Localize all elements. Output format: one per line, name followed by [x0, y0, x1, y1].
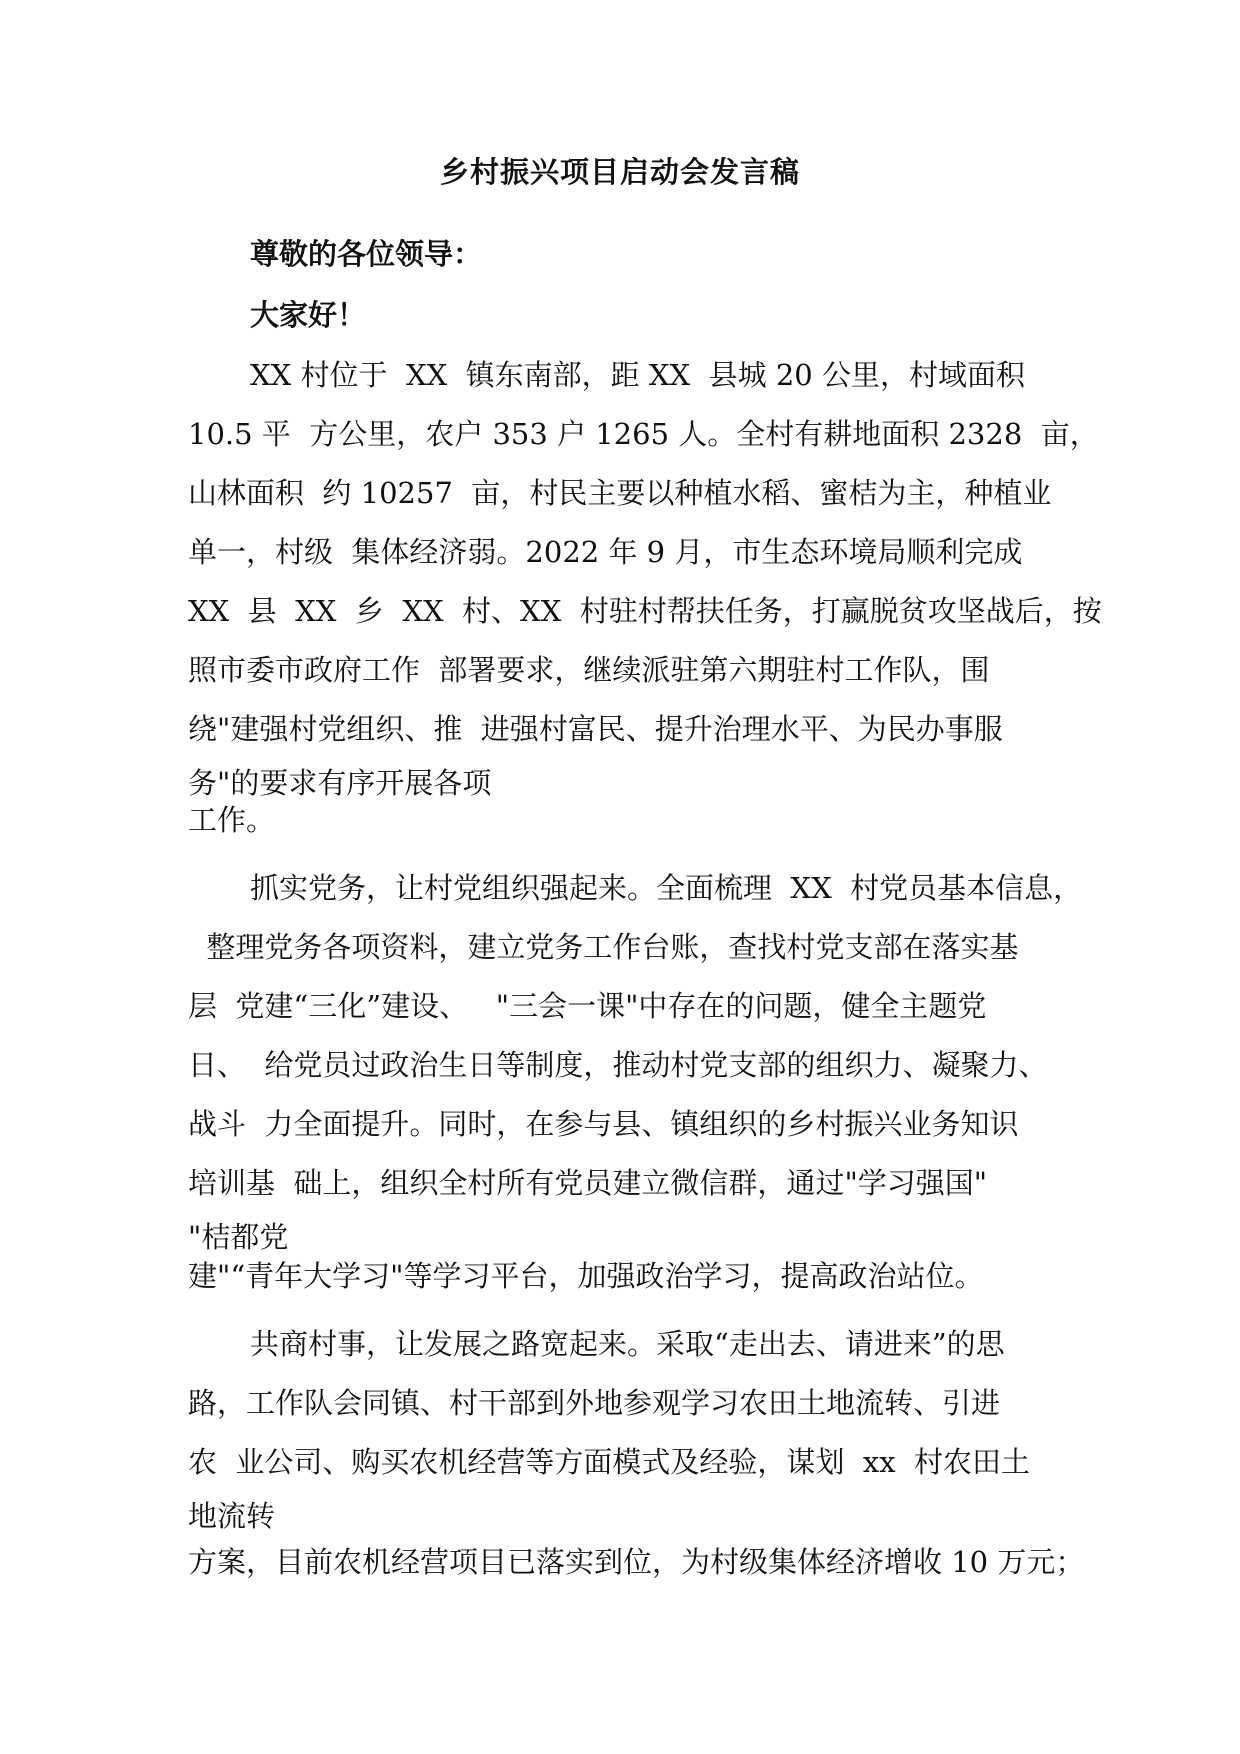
text-line: 10.5 平 方公里，农户 353 户 1265 人。全村有耕地面积 2328 亩， — [188, 417, 1099, 451]
text-line: 工作。 — [188, 803, 276, 837]
text-line: 整理党务各项资料，建立党务工作台账，查找村党支部在落实基 — [188, 930, 1019, 964]
text-line: 建"“青年大学习"等学习平台，加强政治学习，提高政治站位。 — [188, 1259, 984, 1293]
text-line: XX 县 XX 乡 XX 村、XX 村驻村帮扶任务，打赢脱贫攻坚战后，按 — [188, 594, 1102, 628]
text-line: "桔都党 — [188, 1220, 289, 1254]
text-line: 抓实党务，让村党组织强起来。全面梳理 XX 村党员基本信息， — [250, 871, 1083, 905]
text-line: 山林面积 约 10257 亩，村民主要以种植水稻、蜜桔为主，种植业 — [188, 476, 1052, 510]
text-line: 层 党建“三化”建设、 "三会一课"中存在的问题，健全主题党 — [188, 989, 987, 1023]
text-line: 方案，目前农机经营项目已落实到位，为村级集体经济增收 10 万元； — [188, 1545, 1085, 1579]
text-line: XX 村位于 XX 镇东南部，距 XX 县城 20 公里，村域面积 — [250, 358, 1025, 392]
text-line: 农 业公司、购买农机经营等方面模式及经验，谋划 xx 村农田土 — [188, 1445, 1031, 1479]
text-line: 绕"建强村党组织、推 进强村富民、提升治理水平、为民办事服 — [188, 712, 1003, 746]
document-title: 乡村振兴项目启动会发言稿 — [439, 155, 800, 189]
greeting: 大家好！ — [250, 298, 367, 332]
text-line: 单一，村级 集体经济弱。2022 年 9 月，市生态环境局顺利完成 — [188, 535, 1023, 569]
text-line: 培训基 础上，组织全村所有党员建立微信群，通过"学习强国" — [188, 1166, 988, 1200]
text-line: 战斗 力全面提升。同时，在参与县、镇组织的乡村振兴业务知识 — [188, 1107, 1019, 1141]
text-line: 务"的要求有序开展各项 — [188, 766, 492, 800]
text-line: 照市委市政府工作 部署要求，继续派驻第六期驻村工作队，围 — [188, 653, 990, 687]
text-line: 共商村事，让发展之路宽起来。采取“走出去、请进来”的思 — [250, 1327, 1005, 1361]
salutation: 尊敬的各位领导： — [250, 237, 483, 271]
text-line: 日、 给党员过政治生日等制度，推动村党支部的组织力、凝聚力、 — [188, 1048, 1048, 1082]
text-line: 路，工作队会同镇、村干部到外地参观学习农田土地流转、引进 — [188, 1386, 1001, 1420]
text-line: 地流转 — [188, 1499, 276, 1533]
